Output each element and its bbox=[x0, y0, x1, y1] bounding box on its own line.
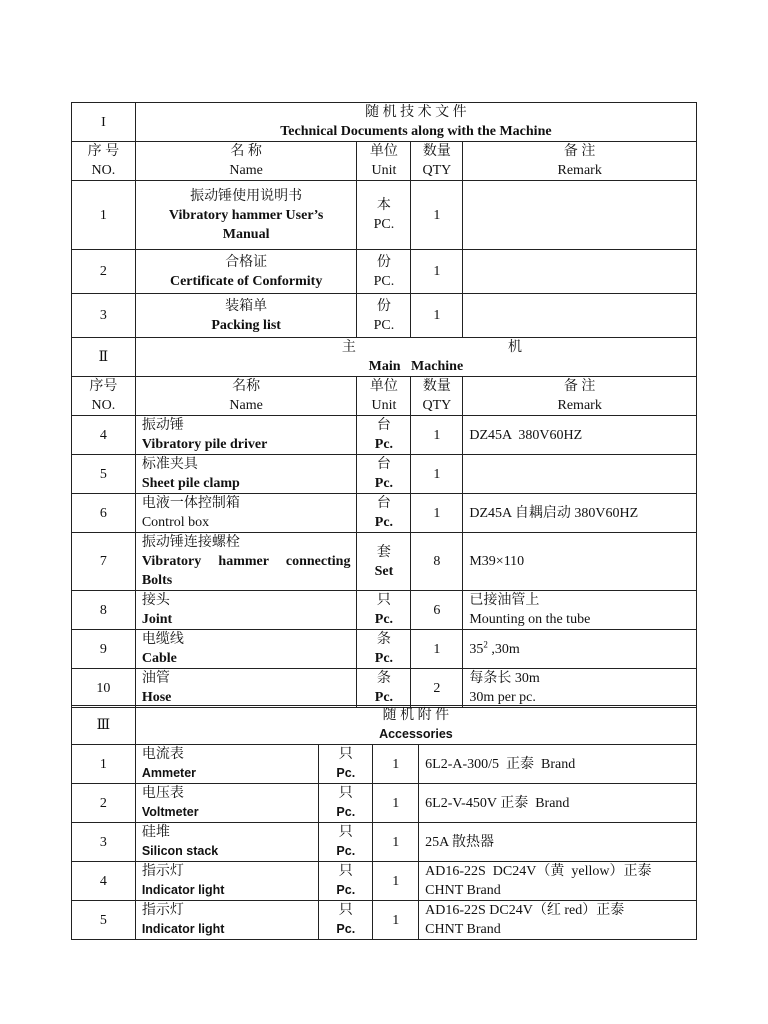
col-header-no bbox=[72, 142, 136, 181]
row-name-cn: 电流表 bbox=[141, 747, 184, 762]
row-qty: 6 bbox=[411, 591, 463, 630]
row-unit-en: Pc. bbox=[374, 651, 394, 666]
row-name-en: Hose bbox=[141, 690, 172, 705]
col-header-qty-cn: 数量 bbox=[422, 379, 451, 394]
row-name bbox=[135, 745, 319, 784]
row-unit bbox=[357, 630, 411, 669]
row-name-cn: 装箱单 bbox=[225, 298, 268, 314]
row-unit-cn: 只 bbox=[376, 593, 391, 608]
document-table-accessories bbox=[71, 705, 697, 940]
col-header-remark-en: Remark bbox=[557, 163, 602, 178]
row-qty: 1 bbox=[411, 494, 463, 533]
col-header-unit bbox=[357, 377, 411, 416]
row-name bbox=[135, 901, 319, 940]
row-name-en: Silicon stack bbox=[141, 844, 219, 858]
table-row bbox=[72, 455, 697, 494]
row-name-cn: 指示灯 bbox=[141, 864, 184, 879]
row-unit-cn: 只 bbox=[338, 903, 353, 918]
col-header-unit-cn: 单位 bbox=[369, 144, 398, 159]
row-name-en: Indicator light bbox=[141, 883, 225, 897]
row-no: 3 bbox=[72, 294, 136, 338]
table-row bbox=[72, 630, 697, 669]
section-3-title bbox=[135, 706, 696, 745]
row-remark bbox=[463, 181, 697, 250]
row-unit-en: Pc. bbox=[374, 612, 394, 627]
table-row bbox=[72, 862, 697, 901]
section-2-title-cn-1: 主 bbox=[341, 340, 356, 355]
row-name-cn: 油管 bbox=[141, 671, 170, 686]
row-name-cn: 硅堆 bbox=[141, 825, 170, 840]
table-row bbox=[72, 591, 697, 630]
col-header-qty-en: QTY bbox=[422, 163, 452, 178]
row-no: 4 bbox=[72, 416, 136, 455]
row-no: 5 bbox=[72, 455, 136, 494]
table-row bbox=[72, 494, 697, 533]
row-unit bbox=[319, 784, 373, 823]
row-remark bbox=[419, 901, 697, 940]
section-1-title-en: Technical Documents along with the Machine bbox=[280, 124, 552, 139]
row-unit-en: Pc. bbox=[374, 476, 394, 491]
row-unit bbox=[357, 181, 411, 250]
row-unit-en: PC. bbox=[373, 273, 395, 289]
row-unit-en: Pc. bbox=[374, 515, 394, 530]
row-unit-cn: 份 bbox=[376, 254, 391, 270]
section-1-number: I bbox=[72, 103, 136, 142]
row-unit-cn: 本 bbox=[376, 198, 391, 213]
row-name-en: Cable bbox=[141, 651, 177, 666]
row-remark-cn: 已接油管上 bbox=[469, 593, 540, 608]
row-no: 5 bbox=[72, 901, 136, 940]
table-row bbox=[72, 823, 697, 862]
row-name bbox=[135, 630, 357, 669]
row-name bbox=[135, 455, 357, 494]
row-name bbox=[135, 862, 319, 901]
row-no: 2 bbox=[72, 250, 136, 294]
table-row bbox=[72, 669, 697, 708]
col-header-remark bbox=[463, 142, 697, 181]
section-2-column-header-row bbox=[72, 377, 697, 416]
row-no: 3 bbox=[72, 823, 136, 862]
row-unit-cn: 只 bbox=[338, 864, 353, 879]
table-row bbox=[72, 294, 697, 338]
section-1-title bbox=[135, 103, 696, 142]
row-unit bbox=[357, 591, 411, 630]
row-no: 9 bbox=[72, 630, 136, 669]
col-header-unit-cn: 单位 bbox=[369, 379, 398, 394]
row-name bbox=[135, 250, 357, 294]
row-unit bbox=[319, 823, 373, 862]
row-no: 10 bbox=[72, 669, 136, 708]
row-remark: 25A 散热器 bbox=[419, 823, 697, 862]
section-3-title-en: Accessories bbox=[379, 727, 453, 741]
row-remark-en: 30m per pc. bbox=[469, 690, 536, 705]
row-remark-line1: AD16-22S DC24V（红 red）正泰 bbox=[425, 903, 625, 918]
row-unit-cn: 条 bbox=[376, 671, 391, 686]
row-qty: 2 bbox=[411, 669, 463, 708]
col-header-no-cn: 序号 bbox=[89, 379, 118, 394]
row-name bbox=[135, 294, 357, 338]
table-row bbox=[72, 533, 697, 591]
row-remark-cn: 每条长 30m bbox=[469, 671, 540, 686]
row-unit-en: PC. bbox=[373, 217, 395, 232]
row-remark: M39×110 bbox=[463, 533, 697, 591]
col-header-qty bbox=[411, 377, 463, 416]
row-no: 1 bbox=[72, 745, 136, 784]
row-unit bbox=[319, 745, 373, 784]
row-no: 8 bbox=[72, 591, 136, 630]
row-remark-en: Mounting on the tube bbox=[469, 612, 591, 627]
row-unit bbox=[357, 494, 411, 533]
row-remark-sup: 2 bbox=[483, 638, 488, 649]
row-name bbox=[135, 416, 357, 455]
col-header-remark-en: Remark bbox=[557, 398, 602, 413]
row-unit bbox=[357, 669, 411, 708]
row-unit-cn: 台 bbox=[376, 457, 391, 472]
section-3-header-row bbox=[72, 706, 697, 745]
row-unit-en: Pc. bbox=[336, 844, 356, 858]
section-1-column-header-row bbox=[72, 142, 697, 181]
row-unit-cn: 条 bbox=[376, 632, 391, 647]
section-2-title-en: Main Machine bbox=[368, 359, 464, 374]
col-header-name-cn: 名称 bbox=[232, 379, 261, 394]
row-no: 2 bbox=[72, 784, 136, 823]
col-header-remark bbox=[463, 377, 697, 416]
row-remark: DZ45A 自耦启动 380V60HZ bbox=[463, 494, 697, 533]
col-header-no-en: NO. bbox=[91, 398, 116, 413]
row-remark-line2: CHNT Brand bbox=[425, 922, 501, 937]
row-qty: 1 bbox=[373, 745, 419, 784]
row-qty: 1 bbox=[411, 630, 463, 669]
row-name-cn: 合格证 bbox=[225, 254, 268, 270]
table-row bbox=[72, 745, 697, 784]
row-unit-cn: 台 bbox=[376, 496, 391, 511]
section-1-header-row bbox=[72, 103, 697, 142]
row-unit bbox=[319, 862, 373, 901]
row-unit-en: Pc. bbox=[336, 805, 356, 819]
row-qty: 1 bbox=[373, 862, 419, 901]
col-header-name bbox=[135, 142, 357, 181]
row-name bbox=[135, 181, 357, 250]
row-no: 7 bbox=[72, 533, 136, 591]
row-unit bbox=[357, 455, 411, 494]
row-qty: 8 bbox=[411, 533, 463, 591]
row-qty: 1 bbox=[411, 181, 463, 250]
row-remark bbox=[419, 862, 697, 901]
row-name-en: Vibratory hammer User’s Manual bbox=[168, 207, 324, 242]
row-remark bbox=[463, 669, 697, 708]
col-header-name-cn: 名 称 bbox=[230, 144, 262, 159]
row-unit-en: PC. bbox=[373, 317, 395, 333]
row-remark-line2: CHNT Brand bbox=[425, 883, 501, 898]
row-unit bbox=[357, 294, 411, 338]
row-name bbox=[135, 533, 357, 591]
row-unit bbox=[357, 533, 411, 591]
row-qty: 1 bbox=[411, 294, 463, 338]
col-header-no-en: NO. bbox=[91, 163, 116, 178]
row-name bbox=[135, 669, 357, 708]
row-remark-after: ,30m bbox=[487, 641, 520, 657]
row-name-en: Vibratory pile driver bbox=[141, 437, 268, 452]
table-row bbox=[72, 901, 697, 940]
section-3-number: Ⅲ bbox=[72, 706, 136, 745]
row-name-cn: 振动锤使用说明书 bbox=[190, 188, 303, 204]
row-name bbox=[135, 784, 319, 823]
row-remark-line1: AD16-22S DC24V（黄 yellow）正泰 bbox=[425, 864, 652, 879]
row-qty: 1 bbox=[373, 784, 419, 823]
section-2-header-row bbox=[72, 338, 697, 377]
row-remark: 6L2-V-450V 正泰 Brand bbox=[419, 784, 697, 823]
document-table-main bbox=[71, 102, 697, 708]
section-1-title-cn: 随 机 技 术 文 件 bbox=[365, 105, 467, 120]
row-name-en: Control box bbox=[141, 515, 210, 530]
row-name-cn: 接头 bbox=[141, 593, 170, 608]
col-header-no bbox=[72, 377, 136, 416]
col-header-remark-cn: 备 注 bbox=[563, 144, 596, 159]
row-remark bbox=[463, 591, 697, 630]
row-qty: 1 bbox=[411, 455, 463, 494]
row-unit bbox=[357, 250, 411, 294]
table-row bbox=[72, 181, 697, 250]
row-unit-cn: 套 bbox=[376, 544, 391, 560]
row-unit-cn: 只 bbox=[338, 747, 353, 762]
section-2-title bbox=[135, 338, 696, 377]
row-remark bbox=[463, 455, 697, 494]
row-no: 4 bbox=[72, 862, 136, 901]
col-header-name bbox=[135, 377, 357, 416]
table-row bbox=[72, 784, 697, 823]
row-unit bbox=[357, 416, 411, 455]
row-name-en: Packing list bbox=[211, 317, 281, 333]
row-unit-en: Pc. bbox=[374, 437, 394, 452]
row-remark: DZ45A 380V60HZ bbox=[463, 416, 697, 455]
row-name bbox=[135, 823, 319, 862]
row-qty: 1 bbox=[411, 250, 463, 294]
row-name bbox=[135, 591, 357, 630]
section-2-number: Ⅱ bbox=[72, 338, 136, 377]
col-header-no-cn: 序 号 bbox=[87, 144, 120, 159]
row-remark bbox=[463, 294, 697, 338]
row-qty: 1 bbox=[373, 823, 419, 862]
col-header-unit-en: Unit bbox=[371, 398, 397, 413]
row-name-en: Ammeter bbox=[141, 766, 197, 780]
col-header-unit-en: Unit bbox=[371, 163, 397, 178]
row-qty: 1 bbox=[373, 901, 419, 940]
row-remark-value: 35 bbox=[469, 641, 484, 657]
table-row bbox=[72, 416, 697, 455]
row-name-en: Voltmeter bbox=[141, 805, 199, 819]
row-name-cn: 振动锤连接螺栓 bbox=[141, 535, 240, 550]
row-name-cn: 标准夹具 bbox=[141, 457, 198, 472]
row-unit-cn: 台 bbox=[376, 418, 391, 433]
row-name-en: Certificate of Conformity bbox=[169, 273, 323, 289]
col-header-qty-en: QTY bbox=[422, 398, 452, 413]
col-header-unit bbox=[357, 142, 411, 181]
row-remark bbox=[463, 250, 697, 294]
row-name-cn: 振动锤 bbox=[141, 418, 184, 433]
row-unit-en: Pc. bbox=[336, 766, 356, 780]
table-row bbox=[72, 250, 697, 294]
row-unit-en: Set bbox=[374, 563, 394, 579]
row-unit-en: Pc. bbox=[336, 883, 356, 897]
row-no: 1 bbox=[72, 181, 136, 250]
col-header-name-en: Name bbox=[229, 398, 263, 413]
row-unit-cn: 只 bbox=[338, 825, 353, 840]
row-remark bbox=[463, 630, 697, 669]
row-name-en: Joint bbox=[141, 612, 173, 627]
row-name bbox=[135, 494, 357, 533]
row-name-cn: 指示灯 bbox=[141, 903, 184, 918]
section-2-title-cn-2: 机 bbox=[508, 340, 522, 355]
row-name-en: Sheet pile clamp bbox=[141, 476, 240, 491]
row-name-cn: 电缆线 bbox=[141, 632, 184, 647]
row-name-en: Indicator light bbox=[141, 922, 225, 936]
row-name-en: Vibratory hammer connecting Bolts bbox=[141, 554, 351, 588]
section-3-title-cn: 随 机 附 件 bbox=[382, 708, 450, 723]
col-header-name-en: Name bbox=[229, 163, 263, 178]
row-unit bbox=[319, 901, 373, 940]
row-no: 6 bbox=[72, 494, 136, 533]
row-name-cn: 电液一体控制箱 bbox=[141, 496, 240, 511]
row-unit-en: Pc. bbox=[336, 922, 356, 936]
row-qty: 1 bbox=[411, 416, 463, 455]
col-header-remark-cn: 备 注 bbox=[563, 379, 596, 394]
row-unit-cn: 只 bbox=[338, 786, 353, 801]
col-header-qty-cn: 数量 bbox=[422, 144, 451, 159]
col-header-qty bbox=[411, 142, 463, 181]
row-unit-cn: 份 bbox=[376, 298, 391, 314]
row-remark: 6L2-A-300/5 正泰 Brand bbox=[419, 745, 697, 784]
row-name-cn: 电压表 bbox=[141, 786, 184, 801]
row-unit-en: Pc. bbox=[374, 690, 394, 705]
